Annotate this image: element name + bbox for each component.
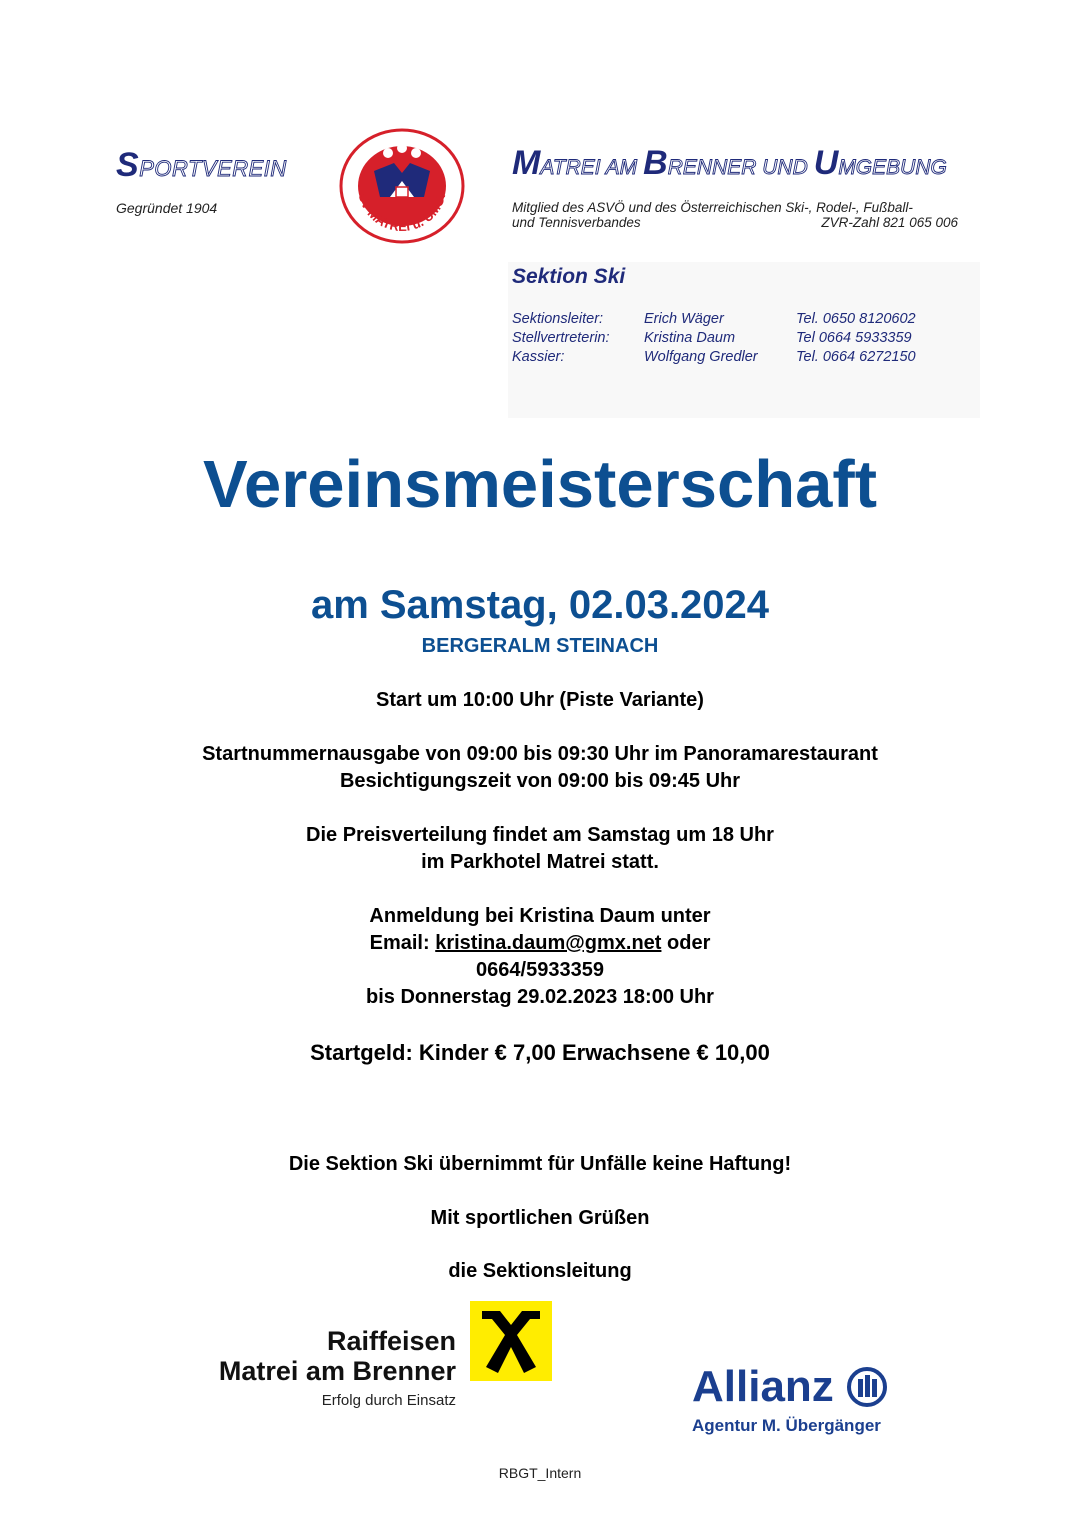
staff-role: Sektionsleiter: — [512, 311, 604, 327]
bib-issue-time: Startnummernausgabe von 09:00 bis 09:30 Uhr im Panoramarestaurant — [202, 743, 878, 765]
raiffeisen-location: Matrei am Brenner — [218, 1356, 456, 1386]
staff-list — [512, 310, 916, 367]
classification-tag: RBGT_Intern — [498, 1465, 582, 1481]
club-word-umgebung: MGEBUNG — [838, 156, 947, 179]
membership-line-1: Mitglied des ASVÖ und des Österreichischen Ski-, Rodel-, Fußball- — [512, 200, 913, 215]
entry-fee: Startgeld: Kinder € 7,00 Erwachsene € 10,00 — [310, 1040, 770, 1065]
staff-name: Kristina Daum — [644, 330, 736, 346]
greeting: Mit sportlichen Grüßen — [430, 1207, 650, 1229]
registration-line-1: Anmeldung bei Kristina Daum unter — [369, 905, 711, 927]
staff-row — [512, 329, 916, 348]
email-label: Email: — [369, 932, 430, 954]
staff-phone: Tel. 0650 8120602 — [796, 311, 916, 327]
club-crest-logo — [338, 127, 466, 245]
event-venue: BERGERALM STEINACH — [421, 635, 659, 657]
liability-notice: Die Sektion Ski übernimmt für Unfälle keine Haftung! — [288, 1153, 792, 1175]
club-word-sportverein: PORTVEREIN — [139, 156, 287, 181]
staff-role: Kassier: — [512, 349, 565, 365]
club-initial-b: B — [643, 144, 668, 182]
allianz-emblem-icon — [846, 1366, 888, 1408]
club-word-brenner-und: RENNER UND — [667, 156, 808, 179]
staff-phone: Tel 0664 5933359 — [796, 330, 912, 346]
crest-lettering: SV MATREI u. UMG. — [355, 191, 449, 235]
email-link[interactable]: kristina.daum@gmx.net — [435, 932, 662, 954]
registration-block — [0, 903, 1080, 1011]
staff-name: Erich Wäger — [644, 311, 724, 327]
registration-phone: 0664/5933359 — [476, 959, 604, 981]
event-headline: Vereinsmeisterschaft — [202, 447, 878, 522]
allianz-sponsor — [692, 1362, 888, 1436]
registration-email-line — [0, 930, 1080, 957]
club-initial-m: M — [512, 144, 541, 182]
registration-or: oder — [667, 932, 711, 954]
signoff: die Sektionsleitung — [448, 1260, 632, 1282]
zvr-number: ZVR-Zahl 821 065 006 — [821, 215, 958, 230]
raiffeisen-sponsor — [174, 1326, 456, 1409]
club-name-left — [116, 146, 287, 185]
raiffeisen-name: Raiffeisen — [326, 1326, 456, 1356]
award-block — [0, 822, 1080, 876]
club-name-right — [512, 144, 953, 183]
staff-name: Wolfgang Gredler — [644, 349, 758, 365]
section-title: Sektion Ski — [512, 265, 626, 288]
club-word-matrei-am: ATREI AM — [540, 156, 638, 179]
membership-info — [512, 200, 958, 230]
raiffeisen-gable-icon — [470, 1301, 552, 1381]
club-initial-u: U — [813, 144, 839, 182]
membership-line-2: und Tennisverbandes — [512, 215, 641, 230]
award-line-1: Die Preisverteilung findet am Samstag um 18 Uhr — [306, 824, 774, 846]
allianz-agency: Agentur M. Übergänger — [692, 1416, 881, 1435]
schedule-block — [0, 741, 1080, 795]
raiffeisen-slogan: Erfolg durch Einsatz — [321, 1392, 456, 1409]
club-initial-s: S — [116, 146, 140, 184]
start-time: Start um 10:00 Uhr (Piste Variante) — [376, 689, 704, 711]
staff-role: Stellvertreterin: — [512, 330, 610, 346]
inspection-time: Besichtigungszeit von 09:00 bis 09:45 Uhr — [339, 770, 741, 792]
event-date: am Samstag, 02.03.2024 — [310, 583, 770, 627]
award-line-2: im Parkhotel Matrei statt. — [421, 851, 659, 873]
founded-year: Gegründet 1904 — [116, 200, 218, 216]
allianz-name: Allianz — [692, 1362, 834, 1411]
staff-phone: Tel. 0664 6272150 — [796, 349, 916, 365]
staff-row — [512, 348, 916, 367]
registration-deadline: bis Donnerstag 29.02.2023 18:00 Uhr — [366, 986, 714, 1008]
staff-row — [512, 310, 916, 329]
